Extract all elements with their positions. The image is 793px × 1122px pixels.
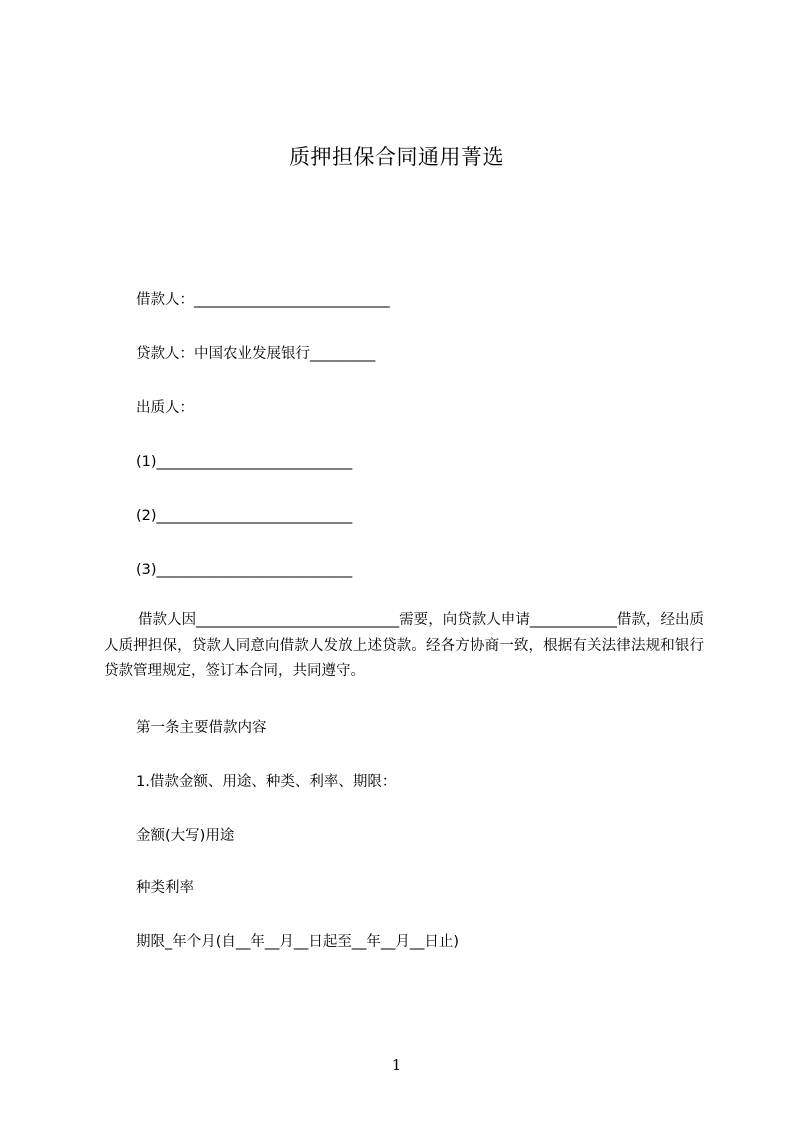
term-line: 期限_年个月(自__年__月__日起至__年__月__日止) — [136, 934, 460, 950]
type-line: 种类利率 — [136, 880, 194, 896]
pledgor-line-3: (3)___________________________ — [136, 562, 353, 578]
intro-paragraph-text: 借款人因____________________________需要，向贷款人申请____________借款，经出质人质押担保，贷款人同意向借款人发放上述贷款。经各方协商一致，根据有关法律法规和银行贷款管理规定，签订本合同，共同遵守。 — [104, 612, 704, 679]
intro-paragraph — [104, 608, 704, 685]
pledgor-label: 出质人： — [136, 400, 194, 416]
pledgor-line-2: (2)___________________________ — [136, 508, 353, 524]
pledgor-line-1: (1)___________________________ — [136, 454, 353, 470]
article-1-item-1: 1.借款金额、用途、种类、利率、期限： — [136, 774, 397, 790]
amount-line: 金额(大写)用途 — [136, 828, 235, 844]
article-1-heading: 第一条主要借款内容 — [136, 720, 267, 736]
document-title: 质押担保合同通用菁选 — [289, 145, 504, 169]
borrower-line: 借款人：___________________________ — [136, 292, 390, 308]
lender-line: 贷款人：中国农业发展银行_________ — [136, 346, 376, 362]
page-number: 1 — [391, 1056, 402, 1074]
